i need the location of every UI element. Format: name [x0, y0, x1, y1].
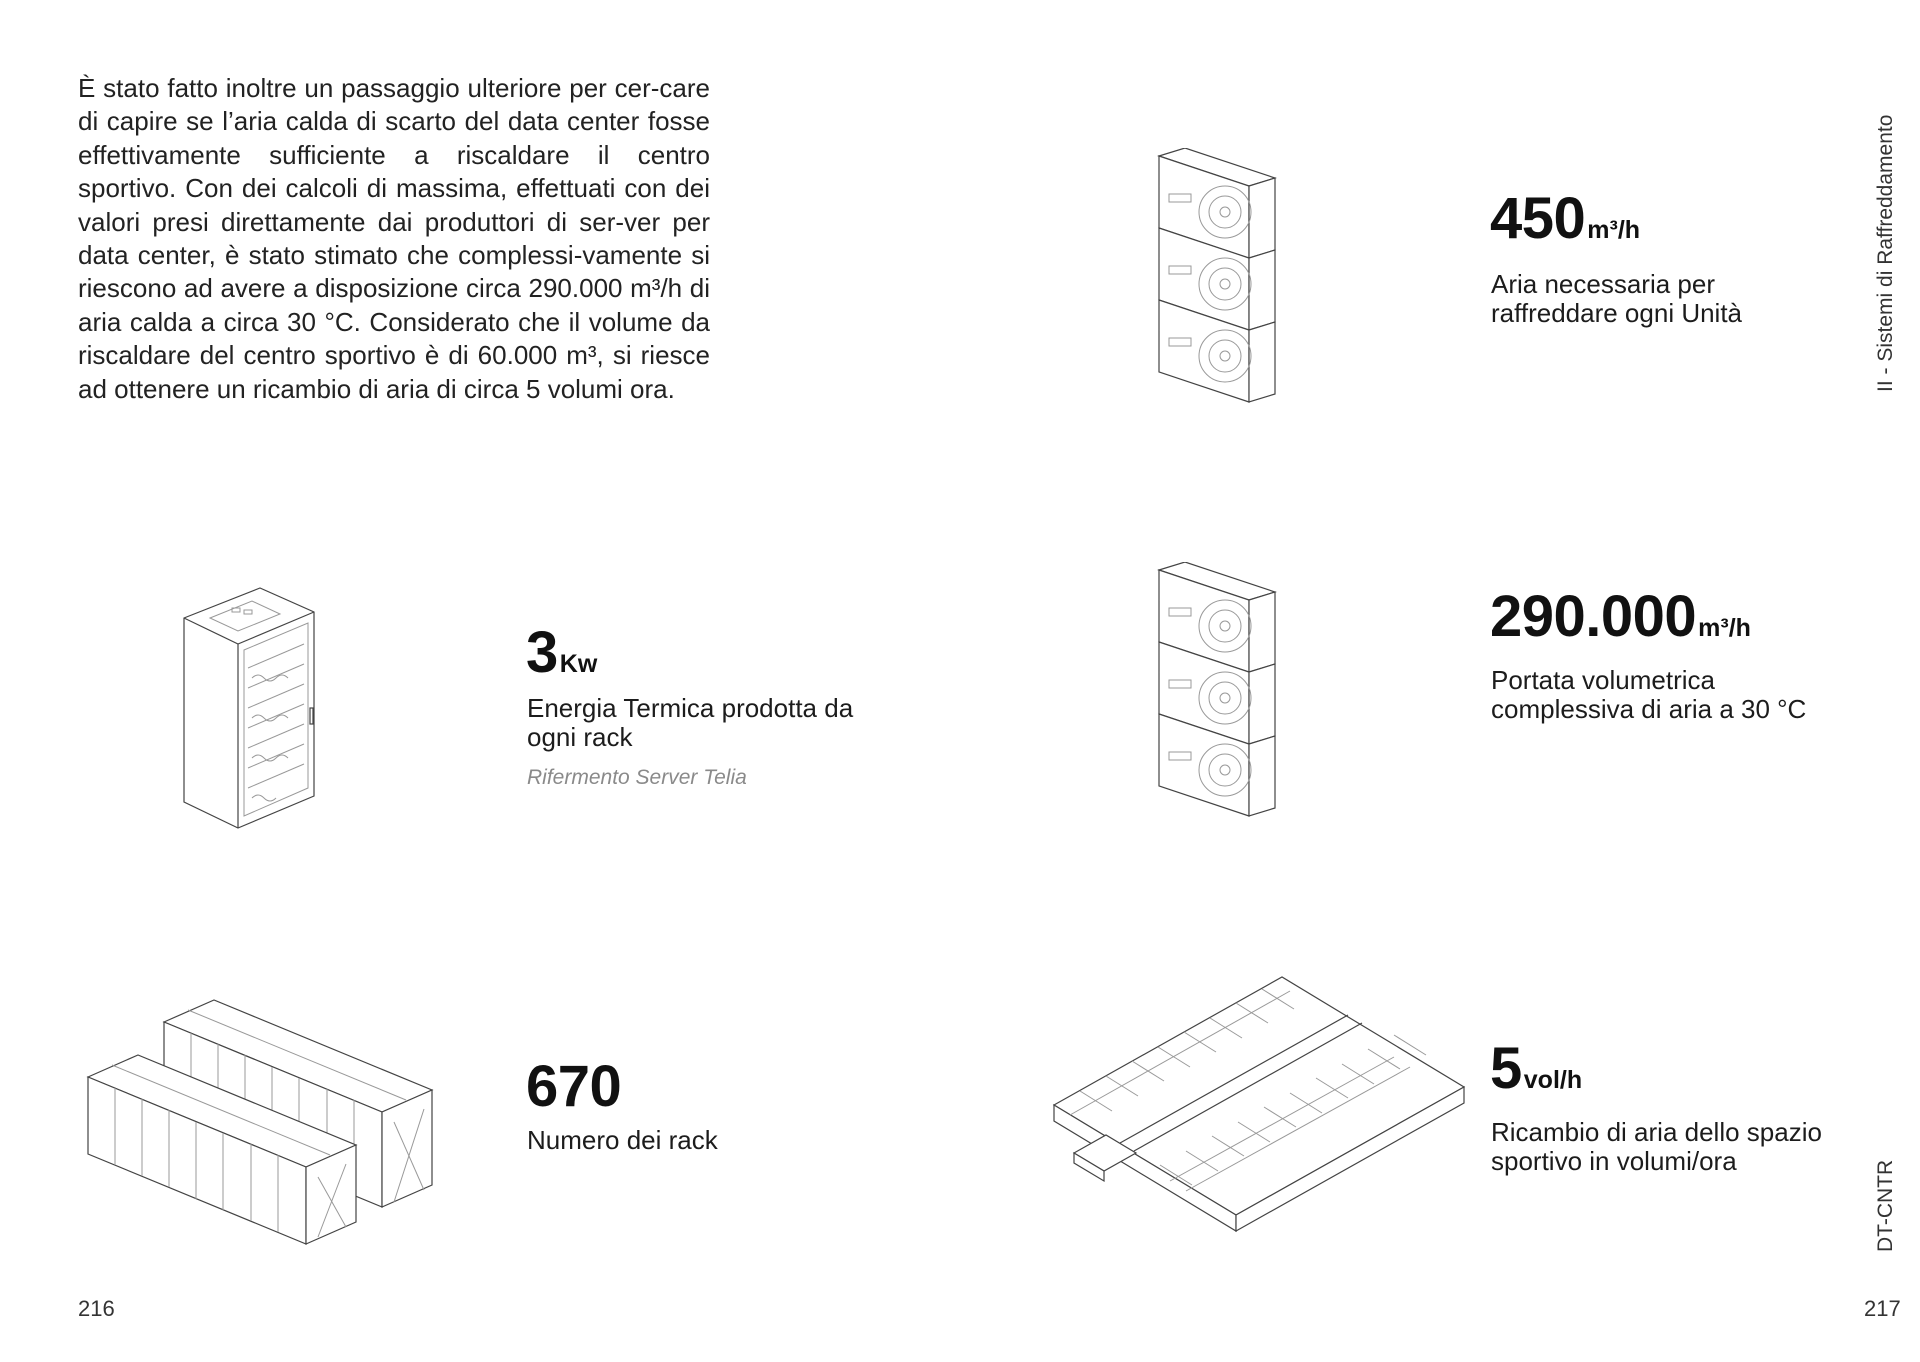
unit-air-unit: m³/h [1587, 216, 1641, 244]
rack-power-caption-line2: ogni rack [527, 722, 633, 752]
rack-rows-icon [84, 982, 444, 1252]
cooling-unit-stack-icon [1155, 562, 1305, 822]
rack-power-value: 3Kw [526, 620, 598, 685]
unit-air-value: 450m³/h [1490, 186, 1641, 251]
air-change-caption-line2: sportivo in volumi/ora [1491, 1146, 1737, 1176]
total-flow-caption-line2: complessiva di aria a 30 °C [1491, 694, 1807, 724]
chapter-running-head: II - Sistemi di Raffreddamento [1874, 114, 1897, 392]
page-number-right: 217 [1864, 1296, 1901, 1321]
total-flow-caption-line1: Portata volumetrica [1491, 665, 1715, 695]
rack-power-caption-line1: Energia Termica prodotta da [527, 693, 854, 723]
total-flow-unit: m³/h [1698, 614, 1751, 642]
air-change-caption-line1: Ricambio di aria dello spazio [1491, 1117, 1822, 1147]
unit-air-caption-line2: raffreddare ogni Unità [1491, 298, 1743, 328]
air-change-value: 5vol/h [1490, 1036, 1583, 1101]
page-number-left: 216 [78, 1296, 115, 1321]
sports-hall-icon [1050, 975, 1470, 1235]
air-change-unit: vol/h [1523, 1066, 1583, 1094]
unit-air-caption-line1: Aria necessaria per [1491, 269, 1715, 299]
intro-paragraph: È stato fatto inoltre un passaggio ulteriore per cer-care di capire se l’aria calda di scarto del data center fosse effettivamente sufficiente a riscaldare il centro sportivo. Con dei calcoli di massima, effettuati con dei valori presi direttamente dai produttori di ser-ver per data center, è stato stimato che complessi-vamente si riescono ad avere a disposizione circa 290.000 m³/h di aria calda a circa 30 °C. Considerato che il volume da riscaldare del centro sportivo è di 60.000 m³, si riesce ad ottenere un ricambio di aria di circa 5 volumi ora. [78, 73, 710, 404]
total-flow-value: 290.000m³/h [1490, 584, 1751, 649]
rack-power-unit: Kw [559, 650, 598, 678]
section-code: DT-CNTR [1874, 1159, 1897, 1252]
cooling-unit-stack-icon [1155, 148, 1305, 408]
rack-power-reference: Rifermento Server Telia [527, 766, 747, 789]
rack-count-caption: Numero dei rack [527, 1125, 718, 1155]
rack-count-value: 670 [526, 1054, 622, 1119]
server-rack-icon [180, 578, 330, 838]
